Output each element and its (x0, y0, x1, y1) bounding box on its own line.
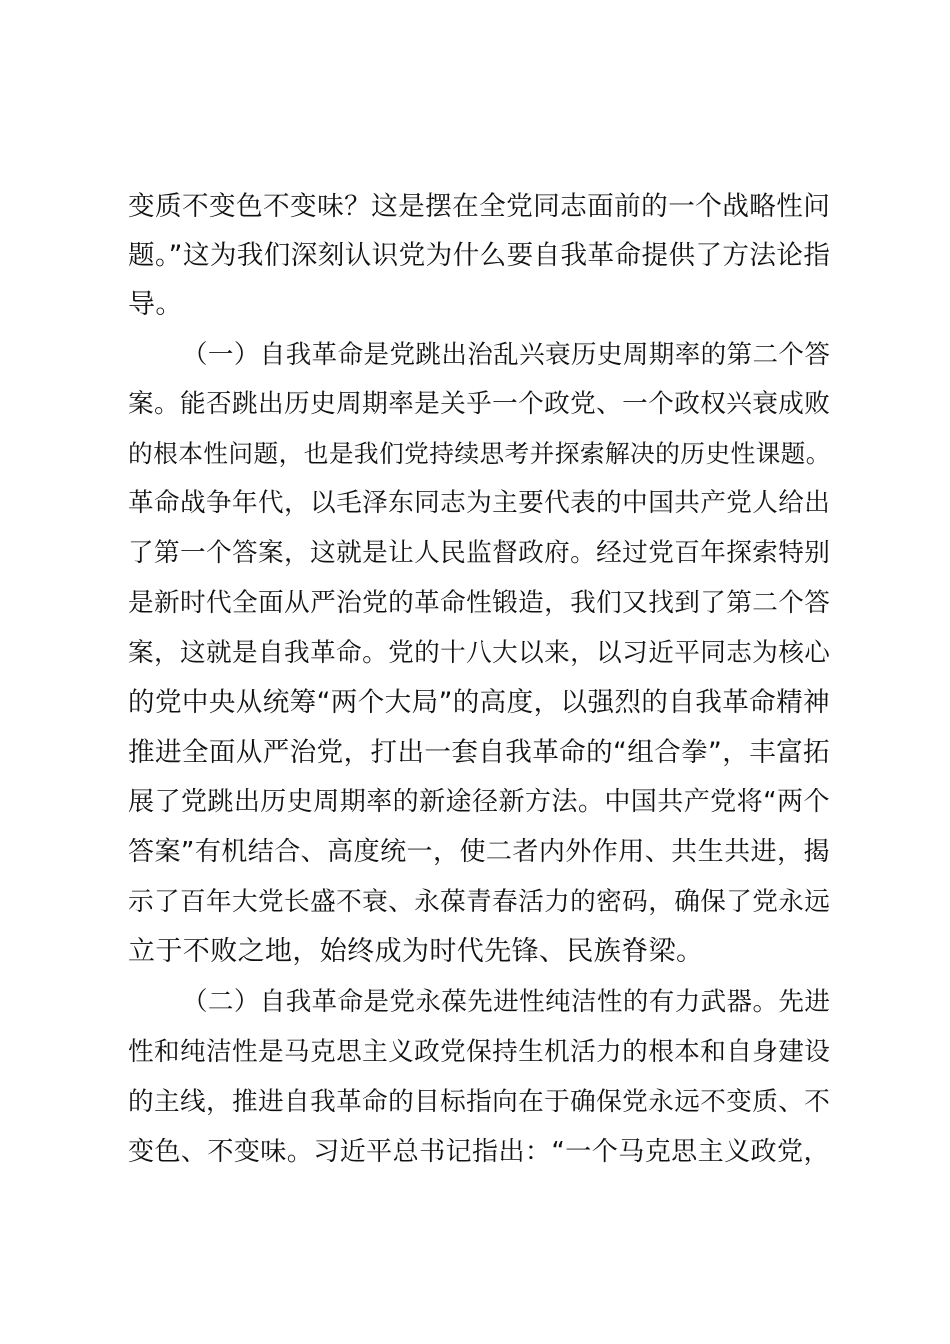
text-line: 推进全面从严治党，打出一套自我革命的“组合拳”，丰富拓 (128, 737, 830, 768)
text-line: 案。能否跳出历史周期率是关乎一个政党、一个政权兴衰成败 (128, 389, 831, 419)
text-line: 的党中央从统筹“两个大局”的高度，以强烈的自我革命精神 (128, 687, 830, 718)
text-line: 变色、不变味。习近平总书记指出：“一个马克思主义政党， (128, 1137, 830, 1167)
text-line: 导。 (128, 289, 183, 320)
text-line: 革命战争年代，以毛泽东同志为主要代表的中国共产党人给出 (128, 488, 831, 518)
text-line: 的根本性问题，也是我们党持续思考并探索解决的历史性课题。 (128, 439, 831, 468)
paragraph-heading-2: （二）自我革命是党永葆先进性纯洁性的有力武器。先进 (182, 987, 831, 1017)
paragraph-heading-1: （一）自我革命是党跳出治乱兴衰历史周期率的第二个答 (182, 340, 831, 370)
text-line: 立于不败之地，始终成为时代先锋、民族脊梁。 (128, 936, 704, 967)
text-line: 了第一个答案，这就是让人民监督政府。经过党百年探索特别 (128, 538, 831, 568)
text-line: 是新时代全面从严治党的革命性锻造，我们又找到了第二个答 (128, 588, 831, 618)
text-line: 变质不变色不变味？这是摆在全党同志面前的一个战略性问 (128, 191, 831, 222)
text-line: 性和纯洁性是马克思主义政党保持生机活力的根本和自身建设 (128, 1037, 831, 1067)
text-line: 答案”有机结合、高度统一，使二者内外作用、共生共进，揭 (128, 837, 830, 867)
text-line: 展了党跳出历史周期率的新途径新方法。中国共产党将“两个 (128, 787, 830, 817)
text-line: 案，这就是自我革命。党的十八大以来，以习近平同志为核心 (128, 638, 831, 668)
text-line: 题。”这为我们深刻认识党为什么要自我革命提供了方法论指 (128, 240, 831, 271)
text-line: 的主线，推进自我革命的目标指向在于确保党永远不变质、不 (128, 1087, 831, 1117)
text-line: 示了百年大党长盛不衰、永葆青春活力的密码，确保了党永远 (128, 887, 831, 917)
